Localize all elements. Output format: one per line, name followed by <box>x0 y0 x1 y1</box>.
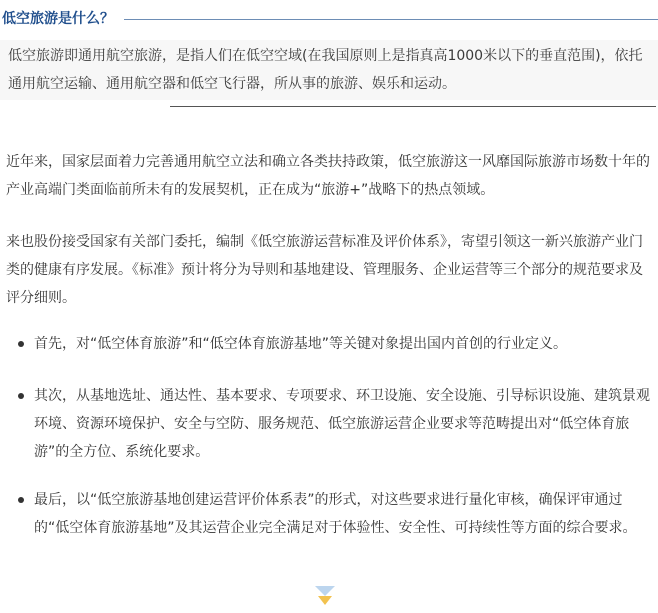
bullet-dot <box>18 393 24 399</box>
bullet-dot <box>18 341 24 347</box>
definition-text: 低空旅游即通用航空旅游，是指人们在低空空域(在我国原则上是指真高1000米以下的垂直范围)，依托通用航空运输、通用航空器和低空飞行器，所从事的旅游、娱乐和运动。 <box>8 48 643 92</box>
definition-divider <box>170 106 656 107</box>
list-item-text: 最后，以“低空旅游基地创建运营评价体系表”的形式，对这些要求进行量化审核，确保评审通过的“低空体育旅游基地”及其运营企业完全满足对于体验性、安全性、可持续性等方面的综合要求。 <box>34 492 637 536</box>
list-item <box>18 486 654 542</box>
list-item <box>18 382 654 466</box>
list-item <box>18 330 654 358</box>
list-item-text: 首先，对“低空体育旅游”和“低空体育旅游基地”等关键对象提出国内首创的行业定义。 <box>34 336 568 352</box>
double-chevron-down-icon <box>313 584 337 608</box>
definition-box <box>0 40 658 100</box>
heading-title: 低空旅游是什么？ <box>2 11 114 27</box>
bullet-dot <box>18 497 24 503</box>
heading-divider <box>124 19 658 20</box>
paragraph-standard: 来也股份接受国家有关部门委托，编制《低空旅游运营标准及评价体系》，寄望引领这一新兴旅游产业门类的健康有序发展。《标准》预计将分为导则和基地建设、管理服务、企业运营等三个部分的规范要求及评分细则。 <box>6 234 643 306</box>
paragraph-background: 近年来，国家层面着力完善通用航空立法和确立各类扶持政策，低空旅游这一风靡国际旅游市场数十年的产业高端门类面临前所未有的发展契机，正在成为“旅游+”战略下的热点领域。 <box>6 154 650 198</box>
list-item-text: 其次，从基地选址、通达性、基本要求、专项要求、环卫设施、安全设施、引导标识设施、建筑景观环境、资源环境保护、安全与空防、服务规范、低空旅游运营企业要求等范畴提出对“低空体育旅游”的全方位、系统化要求。 <box>34 388 650 460</box>
section-heading <box>0 6 658 32</box>
